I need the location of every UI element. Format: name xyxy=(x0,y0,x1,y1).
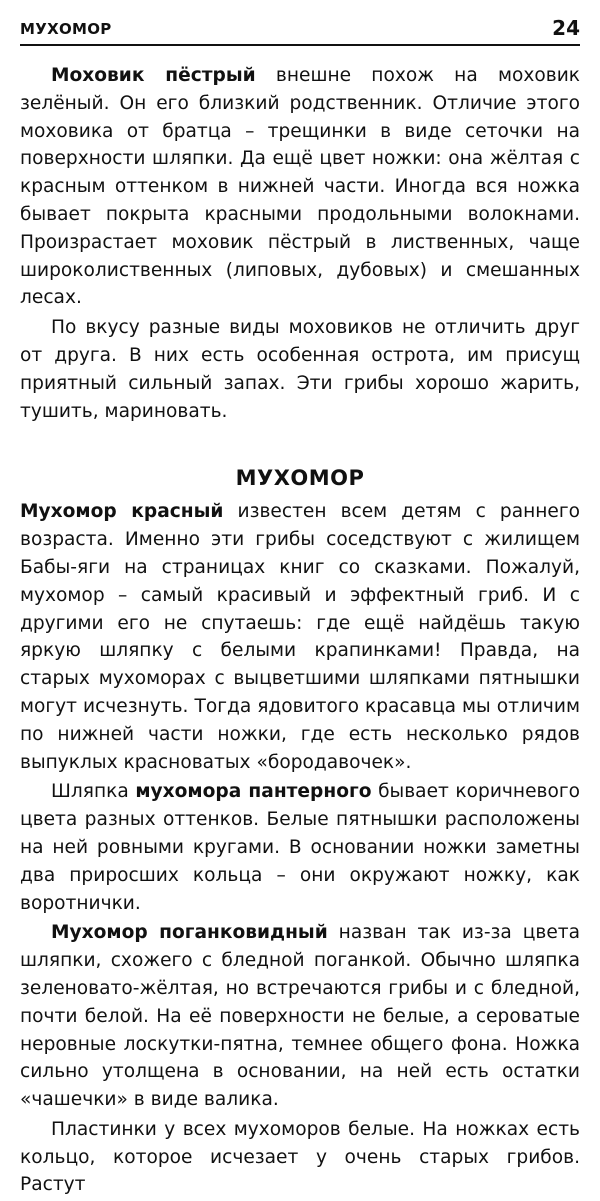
paragraph-mukhomor-panterny xyxy=(20,778,580,917)
section-title: МУХОМОР xyxy=(235,466,365,491)
paragraph-mukhomor-pogankovidny xyxy=(20,919,580,1114)
term-mukhomor-krasny: Мухомор красный xyxy=(20,501,224,523)
term-mukhomor-pogankovidny: Мухомор поганковидный xyxy=(51,922,328,944)
paragraph-mokhovik-taste: По вкусу разные виды моховиков не отличить друг от друга. В них есть особенная острота, им присущ приятный сильный запах. Эти грибы хорошо жарить, тушить, мариновать. xyxy=(20,317,580,422)
page-number: 24 xyxy=(552,16,580,40)
page-header xyxy=(20,14,580,46)
page-body xyxy=(20,62,580,1201)
paragraph-text-before: Шляпка xyxy=(51,781,136,803)
term-mukhomor-panterny: мухомора пантерного xyxy=(135,781,372,803)
paragraph-text: бывает коричневого цвета разных оттенков. Белые пятнышки расположены на ней ровными кругами. В основании ножки заметны два приросших кольца – они окружают ножку, как воротнички. xyxy=(20,781,580,914)
paragraph-mukhomor-krasny xyxy=(20,498,580,776)
term-mokhovik-pestry: Моховик пёстрый xyxy=(51,65,256,86)
paragraph-mokhovik-pestry xyxy=(20,62,580,312)
running-head: МУХОМОР xyxy=(20,20,112,38)
paragraph-plastinki: Пластинки у всех мухоморов белые. На ножках есть кольцо, которое исчезает у очень старых грибов. Растут xyxy=(20,1118,580,1196)
paragraph-text: назван так из-за цвета шляпки, схожего с бледной поганкой. Обычно шляпка зеленовато-жёлтая, но встречаются грибы и с бледной, почти белой. На её поверхности не белые, а сероватые неровные лоскутки-пятна, темнее общего фона. Ножка сильно утолщена в основании, на ней есть остатки «чашечки» в виде валика. xyxy=(20,922,580,1111)
paragraph-text: известен всем детям с раннего возраста. Именно эти грибы соседствуют с жилищем Бабы-яги на страницах книг со сказками. Пожалуй, мухомор – самый красивый и эффектный гриб. И с другими его не спутаешь: где ещё найдёшь такую яркую шляпку с белыми крапинками! Правда, на старых мухоморах с выцветшими шляпками пятнышки могут исчезнуть. Тогда ядовитого красавца мы отличим по нижней части ножки, где есть несколько рядов выпуклых красноватых «бородавочек». xyxy=(20,501,580,773)
paragraph-text: внешне похож на моховик зелёный. Он его близкий родственник. Отличие этого моховика от братца – трещинки в виде сеточки на поверхности шляпки. Да ещё цвет ножки: она жёлтая с красным оттенком в нижней части. Иногда вся ножка бывает покрыта красными продольными волокнами. Произрастает моховик пёстрый в лиственных, чаще широколиственных (липовых, дубовых) и смешанных лесах. xyxy=(20,65,581,309)
